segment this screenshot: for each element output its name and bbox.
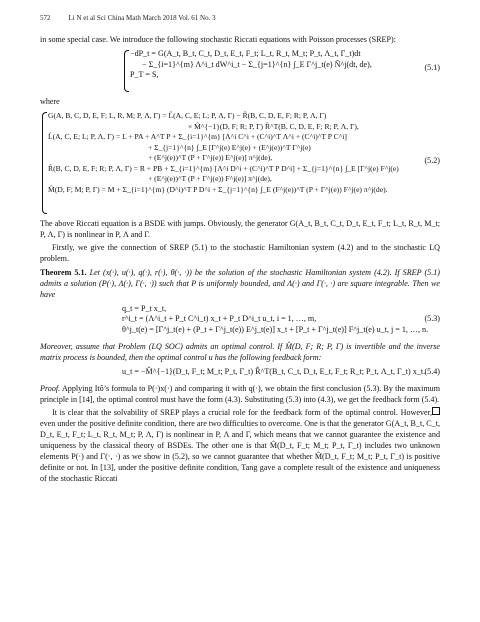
where-label: where [40, 97, 60, 107]
theorem-text-1: Let (x(·), u(·), q(·), r(·), θ(·, ·)) be the solution of the stochastic Hamiltonian system (4.2). If SREP (5.1) admits a solution (P(·), Λ(·), Γ(·, ·)) such that P is uniformly bounded, and Λ(·) and Γ(·, ·) are square integrable. Then we have [40, 267, 440, 299]
equation-number-5-3: (5.3) [424, 313, 440, 323]
def-line-3: L̂(A, C, E; L; P, Λ, Γ) = L + PA + A^T P + Σ_{i=1}^{m} [Λ^i C^i + (C^i)^T Λ^i + (C^i)^T P C^i] [48, 132, 347, 142]
equation-number-5-1: (5.1) [424, 63, 440, 73]
proof [40, 384, 440, 406]
def-line-6: R̂(B, C, D, E, F; R; P, Λ, Γ) = R + PB + Σ_{i=1}^{m} [Λ^i D^i + (C^i)^T P D^i] + Σ_{j=1}^{n} ∫_E [Γ^j(e) F^j(e) [48, 163, 399, 173]
paragraph-solvability: It is clear that the solvability of SREP plays a crucial role for the feedback form of the optimal control. However, even under the positive definite condition, there are two difficulties to overcome. One is that the generator G(A_t, B_t, C_t, D_t, E_t, F_t; L_t, R_t, M_t; P, Λ, Γ) is nonlinear in P, Λ and Γ, which means that we cannot guarantee the existence and uniqueness by the classical theory of BSDEs. The other one is that M̂(D_t, F_t; M_t; P_t, Γ_t) includes two unknown elements P(·) and Γ(·, ·) as we show in (5.2), so we cannot guarantee that whether M̂(D_t, F_t; M_t; P_t, Γ_t) is positive definite or not. In [13], under the positive definite condition, Tang gave a complete result of the existence and uniqueness of the stochastic Riccati [40, 408, 440, 483]
proof-text: Applying Itô’s formula to P(·)x(·) and comparing it with q(·), we obtain the first conclusion (5.3). By the maximum principle in [14], the optimal control must have the form (4.3). Substituting (5.3) into (4.3), we get the feedback form (5.4). [40, 383, 440, 404]
equation-5-4 [40, 367, 440, 380]
proof-label: Proof. [40, 383, 61, 393]
equation-number-5-2: (5.2) [424, 156, 440, 166]
def-line-1: G(A, B, C, D, E, F; L, R, M; P, Λ, Γ) = L̂(A, C, E; L; P, Λ, Γ) − R̂(B, C, D, E, F; R; P, Λ, Γ) [48, 111, 327, 121]
srep-line-3: P_T = S, [130, 70, 159, 80]
running-title: Li N et al Sci China Math March 2018 Vol. 61 No. 3 [68, 14, 216, 22]
feedback-formula: u_t = −M̂^{−1}(D_t, F_t; M_t; P_t, Γ_t) R̂^T(B_t, C_t, D_t, E_t, F_t; R_t; P_t, Λ_t, Γ_t) x_t. [122, 366, 426, 376]
theorem-text-2: Moreover, assume that Problem (LQ SOC) admits an optimal control. If M̂(D, F; R; P, Γ) is invertible and the inverse matrix process is bounded, then the optimal control u has the following feedback form: [40, 341, 440, 362]
def-line-8: M̂(D, F; M; P, Γ) = M + Σ_{i=1}^{m} (D^i)^T P D^i + Σ_{j=1}^{n} ∫_E (F^j(e))^T (P + Γ^j(e)) F^j(e) π^j(de). [48, 184, 388, 194]
eq-r: r^i_t = (Λ^i_t + P_t C^i_t) x_t + P_t D^i_t u_t, i = 1, …, m, [122, 314, 317, 324]
theorem-title: Theorem 5.1. [40, 267, 87, 277]
equation-5-3 [40, 304, 440, 338]
def-line-5: + (E^j(e))^T (P + Γ^j(e)) E^j(e)] π^j(de), [148, 153, 273, 163]
srep-line-1: −dP_t = G(A_t, B_t, C_t, D_t, E_t, F_t; L_t, R_t, M_t; P_t, Λ_t, Γ_t)dt [130, 49, 361, 59]
page-number: 572 [40, 14, 51, 22]
equation-5-1 [40, 49, 440, 93]
def-line-7: + (E^j(e))^T (P + Γ^j(e)) F^j(e)] π^j(de), [148, 174, 272, 184]
equation-number-5-4: (5.4) [424, 366, 440, 376]
intro-paragraph: in some special case. We introduce the following stochastic Riccati equations with Poisson processes (SREP): [40, 35, 396, 45]
theorem-5-1 [40, 268, 440, 380]
running-header [40, 14, 440, 23]
paragraph-bsde: The above Riccati equation is a BSDE with jumps. Obviously, the generator G(A_t, B_t, C_t, D_t, E_t, F_t; L_t, R_t, M_t; P, Λ, Γ) is nonlinear in P, Λ and Γ. [40, 219, 440, 240]
eq-q: q_t = P_t x_t, [122, 303, 167, 313]
eq-theta: θ^j_t(e) = [Γ^j_t(e) + (P_t + Γ^j_t(e)) E^j_t(e)] x_t + [P_t + Γ^j_t(e)] F^j_t(e) u_t, j = 1, …, n. [122, 324, 429, 334]
srep-line-2: − Σ_{i=1}^{m} Λ^i_t dW^i_t − Σ_{j=1}^{n} ∫_E Γ^j_t(e) Ñ^j(dt, de), [142, 59, 372, 69]
theorem-statement [40, 268, 440, 301]
equation-5-2 [40, 111, 440, 215]
paragraph-connection: Firstly, we give the connection of SREP (5.1) to the stochastic Hamiltonian system (4.2) and to the stochastic LQ problem. [40, 243, 440, 264]
qed-square-icon [432, 407, 440, 415]
def-line-2: × M̂^{−1}(D, F; R; P, Γ) R̂^T(B, C, D, E, F; R; P, Λ, Γ), [188, 121, 359, 131]
def-line-4: + Σ_{j=1}^{n} ∫_E [Γ^j(e) E^j(e) + (E^j(e))^T Γ^j(e) [148, 142, 311, 152]
